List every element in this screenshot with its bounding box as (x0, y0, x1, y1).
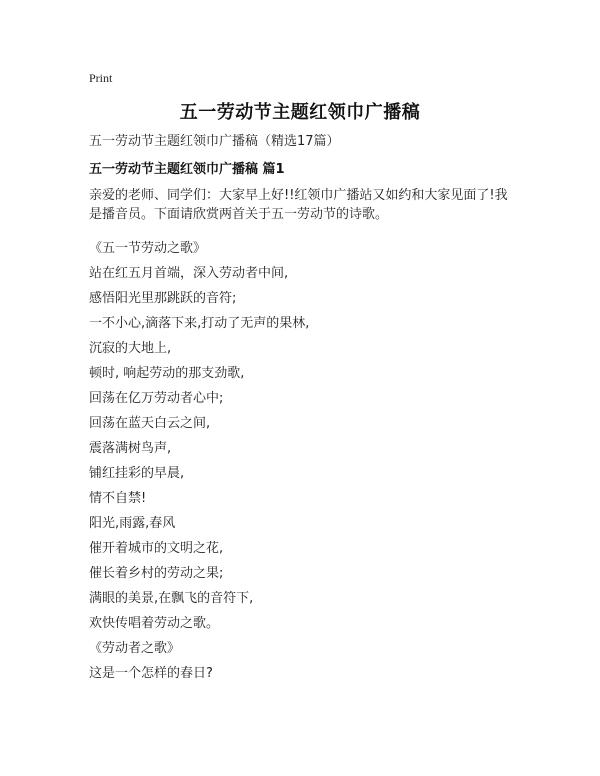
poem-line: 阳光,雨露,春风 (89, 516, 176, 531)
poem-line: 站在红五月首端，深入劳动者中间, (89, 266, 289, 281)
poem-line: 这是一个怎样的春日? (89, 666, 213, 681)
poem-line: 催长着乡村的劳动之果; (89, 566, 224, 581)
intro-paragraph: 亲爱的老师、同学们：大家早上好!!红领巾广播站又如约和大家见面了!我是播音员。下面请欣赏两首关于五一劳动节的诗歌。 (89, 188, 508, 222)
poem-line: 欢快传唱着劳动之歌。 (89, 616, 220, 631)
poem-title-2: 《劳动者之歌》 (89, 641, 181, 656)
print-label[interactable]: Print (89, 71, 113, 85)
poem-line: 情不自禁! (89, 491, 147, 506)
page-title: 五一劳动节主题红领巾广播稿 (179, 102, 421, 123)
poem-line: 回荡在亿万劳动者心中; (89, 391, 224, 406)
poem-line: 催开着城市的文明之花, (89, 541, 224, 556)
poem-line: 震落满树鸟声, (89, 441, 172, 456)
poem-title-1: 《五一节劳动之歌》 (89, 241, 207, 256)
poem-line: 回荡在蓝天白云之间, (89, 416, 211, 431)
poem-line: 一不小心,滴落下来,打动了无声的果林, (89, 316, 310, 331)
document-subtitle: 五一劳动节主题红领巾广播稿（精选17篇） (89, 134, 340, 149)
section-heading: 五一劳动节主题红领巾广播稿 篇1 (89, 162, 285, 177)
poem-line: 满眼的美景,在飘飞的音符下, (89, 591, 254, 606)
poem-line: 感悟阳光里那跳跃的音符; (89, 291, 237, 306)
poem-line: 顿时, 响起劳动的那支劲歌, (89, 366, 245, 381)
poem-line: 沉寂的大地上, (89, 341, 172, 356)
poem-line: 铺红挂彩的早晨, (89, 466, 185, 481)
